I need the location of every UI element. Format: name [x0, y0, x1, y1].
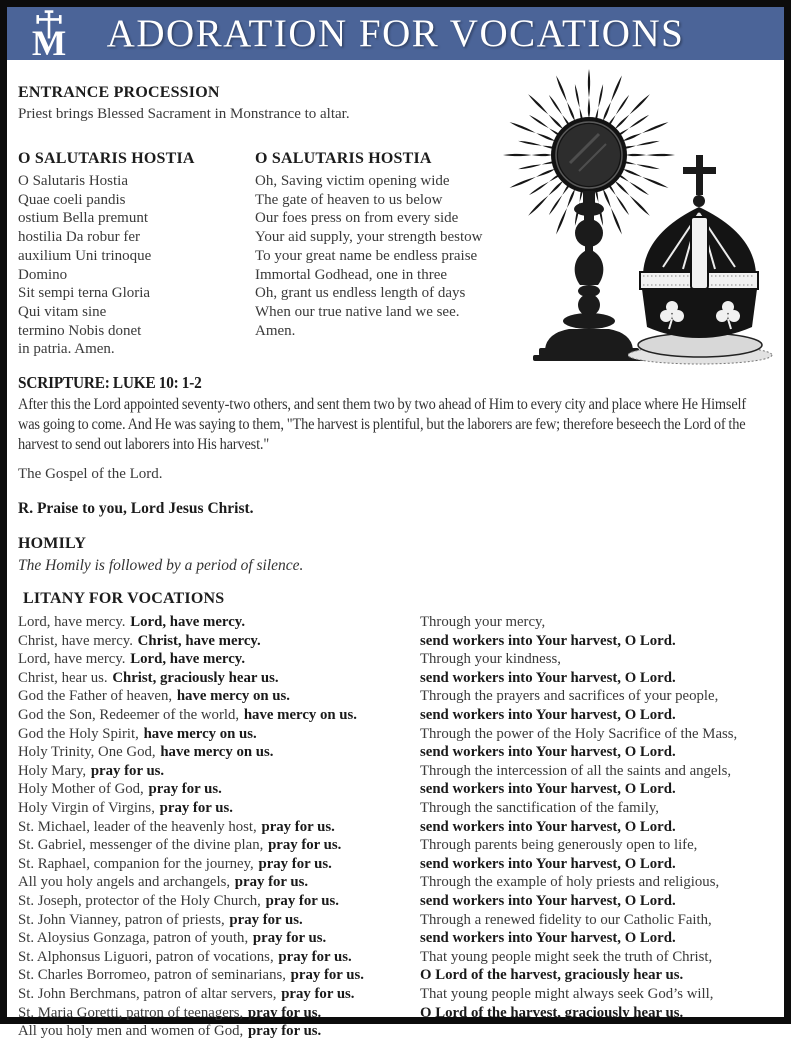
litany-petition	[18, 985, 420, 1004]
litany-heading: LITANY FOR VOCATIONS	[23, 590, 225, 608]
litany-line: Through your kindness,	[420, 651, 561, 668]
litany-response: pray for us.	[268, 837, 342, 854]
litany-petition	[18, 911, 420, 930]
litany-petition	[18, 929, 420, 948]
litany-petition	[18, 892, 420, 911]
litany-petition	[18, 948, 420, 967]
litany-call: St. Aloysius Gonzaga, patron of youth,	[18, 930, 249, 947]
page-content	[7, 60, 784, 1041]
litany-line: send workers into Your harvest, O Lord.	[420, 818, 676, 835]
litany-response: pray for us.	[90, 762, 165, 779]
gospel-response: R. Praise to you, Lord Jesus Christ.	[18, 500, 254, 518]
hymn-line: Oh, Saving victim opening wide	[255, 173, 450, 189]
litany-petition	[18, 669, 420, 688]
page-title: ADORATION FOR VOCATIONS	[106, 12, 685, 55]
hymn-line: in patria. Amen.	[18, 341, 115, 358]
litany-call: St. John Berchmans, patron of altar servers,	[18, 985, 277, 1002]
litany-response: pray for us.	[281, 985, 355, 1002]
litany-response: pray for us.	[258, 855, 332, 872]
hymn-line: hostilia Da robur fer	[18, 229, 141, 246]
litany-call: God the Son, Redeemer of the world,	[18, 707, 240, 723]
litany-petition	[18, 1022, 420, 1041]
litany-line: send workers into Your harvest, O Lord.	[420, 781, 676, 798]
o-salutaris-hymn	[18, 149, 768, 359]
litany-call: Lord, have mercy.	[18, 614, 126, 631]
litany-petition	[18, 855, 420, 874]
litany-petition	[18, 818, 420, 837]
litany-line: send workers into Your harvest, O Lord.	[420, 930, 676, 947]
scripture-section	[18, 373, 768, 519]
litany-line: Through the prayers and sacrifices of your people,	[420, 688, 719, 705]
litany-petition	[18, 762, 420, 781]
hymn-line: O Salutaris Hostia	[18, 173, 128, 189]
litany-response: pray for us.	[148, 781, 222, 798]
scripture-heading: SCRIPTURE: LUKE 10: 1-2	[18, 373, 202, 393]
litany-response: pray for us.	[247, 1023, 322, 1040]
litany-petition	[18, 613, 420, 632]
litany-response: have mercy on us.	[160, 744, 274, 761]
litany-response: pray for us.	[229, 911, 303, 928]
litany-call: Christ, hear us.	[18, 669, 108, 686]
litany-response: have mercy on us.	[243, 707, 357, 723]
litany-line: Through the example of holy priests and religious,	[420, 874, 720, 891]
litany-right-column	[420, 613, 768, 1041]
litany-line: Through the intercession of all the saints and angels,	[420, 762, 732, 779]
litany-call: All you holy angels and archangels,	[18, 874, 231, 891]
litany-response: Lord, have mercy.	[130, 614, 246, 631]
hymn-line: Sit sempi terna Gloria	[18, 285, 151, 302]
entrance-procession-text: Priest brings Blessed Sacrament in Monstrance to altar.	[18, 106, 350, 122]
litany-line: send workers into Your harvest, O Lord.	[420, 707, 676, 723]
litany-response: pray for us.	[247, 1004, 322, 1021]
litany-columns	[18, 613, 768, 1041]
litany-response: pray for us.	[278, 948, 352, 965]
litany-line: O Lord of the harvest, graciously hear us.	[420, 1004, 684, 1021]
litany-line: send workers into Your harvest, O Lord.	[420, 855, 676, 872]
gospel-acclamation: The Gospel of the Lord.	[18, 466, 163, 483]
litany-petition	[18, 799, 420, 818]
hymn-latin-lines	[18, 172, 255, 359]
hymn-line: Immortal Godhead, one in three	[255, 266, 448, 283]
litany-call: Holy Mother of God,	[18, 781, 144, 798]
entrance-procession-heading: ENTRANCE PROCESSION	[18, 84, 220, 101]
litany-response: Christ, have mercy.	[137, 632, 261, 649]
hymn-english-column	[255, 149, 515, 359]
litany-line: send workers into Your harvest, O Lord.	[420, 669, 676, 686]
litany-call: God the Holy Spirit,	[18, 725, 139, 742]
litany-petition	[18, 873, 420, 892]
litany-line: Through your mercy,	[420, 614, 546, 631]
litany-response: have mercy on us.	[143, 725, 257, 742]
litany-call: Holy Mary,	[18, 762, 87, 779]
litany-response: pray for us.	[290, 967, 364, 984]
litany-petition	[18, 1004, 420, 1023]
hymn-line: Domino	[18, 266, 68, 283]
litany-response: Lord, have mercy.	[130, 651, 246, 668]
litany-petition	[18, 836, 420, 855]
homily-rubric: The Homily is followed by a period of silence.	[18, 557, 304, 575]
litany-line: O Lord of the harvest, graciously hear us.	[420, 967, 684, 984]
litany-petition	[18, 725, 420, 744]
homily-heading: HOMILY	[18, 535, 87, 553]
litany-response: pray for us.	[261, 818, 335, 835]
litany-response: pray for us.	[234, 874, 309, 891]
litany-call: All you holy men and women of God,	[18, 1023, 244, 1040]
hymn-english-lines	[255, 172, 515, 340]
svg-text:M: M	[31, 22, 67, 63]
litany-petition	[18, 650, 420, 669]
hymn-line: ostium Bella premunt	[18, 210, 148, 227]
litany-response: have mercy on us.	[176, 688, 290, 705]
marian-monogram-icon	[23, 9, 75, 66]
hymn-line: Our foes press on from every side	[255, 210, 459, 227]
litany-line: Through a renewed fidelity to our Catholic Faith,	[420, 911, 712, 928]
hymn-latin-heading: O SALUTARIS HOSTIA	[18, 150, 195, 167]
page-banner	[7, 7, 784, 63]
litany-petition	[18, 706, 420, 725]
litany-response: pray for us.	[252, 930, 327, 947]
hymn-line: The gate of heaven to us below	[255, 191, 443, 208]
litany-line: send workers into Your harvest, O Lord.	[420, 892, 676, 909]
litany-line: That young people might seek the truth of Christ,	[420, 948, 713, 965]
litany-petition	[18, 687, 420, 706]
hymn-line: Your aid supply, your strength bestow	[255, 229, 483, 246]
litany-call: Christ, have mercy.	[18, 632, 133, 649]
hymn-line: Amen.	[255, 322, 296, 339]
litany-response: Christ, graciously hear us.	[112, 669, 279, 686]
litany-call: St. Maria Goretti, patron of teenagers,	[18, 1004, 244, 1021]
hymn-line: Quae coeli pandis	[18, 191, 126, 208]
litany-line: That young people might always seek God’s will,	[420, 985, 714, 1002]
hymn-line: When our true native land we see.	[255, 303, 460, 320]
hymn-line: termino Nobis donet	[18, 322, 142, 339]
litany-call: God the Father of heaven,	[18, 688, 173, 705]
litany-call: St. John Vianney, patron of priests,	[18, 911, 225, 928]
litany-section	[18, 589, 768, 1041]
litany-left-column	[18, 613, 420, 1041]
litany-petition	[18, 743, 420, 762]
litany-call: Holy Virgin of Virgins,	[18, 799, 155, 816]
litany-petition	[18, 632, 420, 651]
litany-call: St. Charles Borromeo, patron of seminarians,	[18, 967, 286, 984]
litany-response: pray for us.	[265, 892, 339, 909]
litany-line: send workers into Your harvest, O Lord.	[420, 632, 676, 649]
litany-call: Lord, have mercy.	[18, 651, 126, 668]
litany-line: Through parents being generously open to life,	[420, 837, 698, 854]
litany-petition	[18, 780, 420, 799]
litany-call: St. Joseph, protector of the Holy Church,	[18, 892, 261, 909]
hymn-english-heading: O SALUTARIS HOSTIA	[255, 150, 432, 167]
litany-petition	[18, 966, 420, 985]
litany-line: send workers into Your harvest, O Lord.	[420, 744, 676, 761]
litany-line: Through the sanctification of the family,	[420, 799, 660, 816]
hymn-latin-column	[18, 149, 255, 359]
hymn-line: Qui vitam sine	[18, 303, 107, 320]
hymn-line: auxilium Uni trinoque	[18, 247, 152, 264]
litany-call: St. Alphonsus Liguori, patron of vocations,	[18, 948, 274, 965]
hymn-line: To your great name be endless praise	[255, 247, 478, 264]
homily-section	[18, 534, 768, 576]
litany-call: St. Michael, leader of the heavenly host,	[18, 818, 257, 835]
scripture-body: After this the Lord appointed seventy-two others, and sent them two by two ahead of Him to every city and place where He Himself was going to come. And He was saying to them, "The harvest is plentiful, but the laborers are few; therefore beseech the Lord of the harvest to send out laborers into His harvest."	[18, 396, 747, 454]
litany-call: St. Raphael, companion for the journey,	[18, 855, 254, 872]
litany-call: St. Gabriel, messenger of the divine plan,	[18, 837, 264, 854]
litany-response: pray for us.	[159, 799, 233, 816]
hymn-line: Oh, grant us endless length of days	[255, 285, 466, 302]
litany-call: Holy Trinity, One God,	[18, 744, 156, 761]
litany-line: Through the power of the Holy Sacrifice of the Mass,	[420, 725, 738, 742]
